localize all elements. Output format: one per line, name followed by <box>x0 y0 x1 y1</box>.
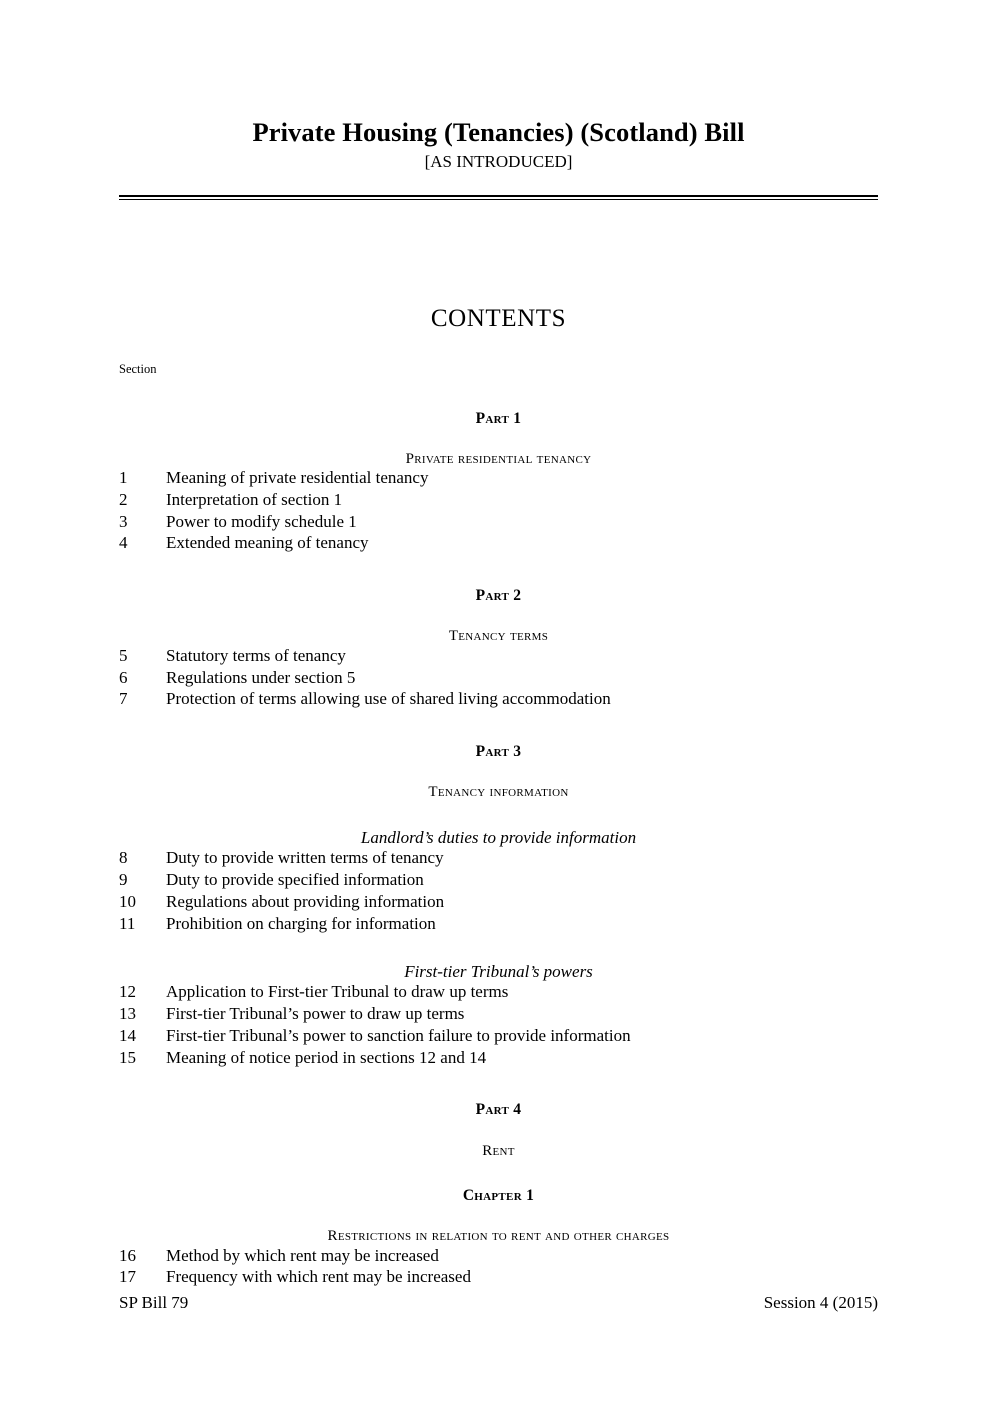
section-title: Prohibition on charging for information <box>166 913 436 933</box>
section-title: Duty to provide written terms of tenancy <box>166 848 444 868</box>
contents-area <box>119 305 878 1288</box>
section-list-landlord-duties <box>119 847 878 934</box>
chapter-heading-1: Chapter 1 <box>462 1187 535 1205</box>
part-subtitle-4: Rent <box>482 1142 515 1159</box>
section-number: 7 <box>119 689 128 709</box>
part-subtitle-3: Tenancy information <box>428 784 569 801</box>
list-item[interactable] <box>119 847 878 869</box>
section-number: 9 <box>119 870 128 890</box>
section-number: 3 <box>119 511 128 531</box>
section-column-label: Section <box>119 361 157 376</box>
part-block-2 <box>119 587 878 710</box>
part-subtitle-1: Private residential tenancy <box>405 450 592 467</box>
list-item[interactable] <box>119 645 878 667</box>
footer-session: Session 4 (2015) <box>763 1293 878 1312</box>
section-title: Frequency with which rent may be increased <box>166 1267 471 1287</box>
part-block-3 <box>119 743 878 1068</box>
section-list-part-2 <box>119 645 878 710</box>
section-title: Statutory terms of tenancy <box>166 645 346 665</box>
part-heading-3: Part 3 <box>475 743 522 761</box>
list-item[interactable] <box>119 511 878 533</box>
part-block-4 <box>119 1101 878 1288</box>
contents-heading: CONTENTS <box>430 305 567 332</box>
list-item[interactable] <box>119 981 878 1003</box>
list-item[interactable] <box>119 1266 878 1288</box>
section-list-tribunal-powers <box>119 981 878 1068</box>
list-item[interactable] <box>119 913 878 935</box>
part-heading-1: Part 1 <box>475 409 522 427</box>
section-number: 10 <box>119 892 136 911</box>
part-heading-4: Part 4 <box>475 1101 522 1119</box>
footer-bill-number: SP Bill 79 <box>119 1293 189 1312</box>
section-number: 11 <box>119 913 136 933</box>
list-item[interactable] <box>119 1047 878 1069</box>
section-title: First-tier Tribunal’s power to draw up terms <box>166 1004 465 1024</box>
section-number: 8 <box>119 848 128 868</box>
list-item[interactable] <box>119 1025 878 1047</box>
list-item[interactable] <box>119 667 878 689</box>
section-number: 4 <box>119 533 128 553</box>
list-item[interactable] <box>119 869 878 891</box>
section-list-part-4 <box>119 1245 878 1289</box>
section-title: First-tier Tribunal’s power to sanction failure to provide information <box>166 1025 631 1045</box>
section-number: 13 <box>119 1004 136 1024</box>
part-subtitle-2: Tenancy terms <box>448 628 549 645</box>
list-item[interactable] <box>119 1003 878 1025</box>
section-title: Power to modify schedule 1 <box>166 511 357 531</box>
section-number: 1 <box>119 468 128 488</box>
section-title: Method by which rent may be increased <box>166 1245 439 1265</box>
section-title: Extended meaning of tenancy <box>166 533 369 553</box>
section-title: Regulations about providing information <box>166 892 445 911</box>
section-number: 2 <box>119 489 128 509</box>
document-masthead <box>119 118 878 200</box>
list-item[interactable] <box>119 489 878 511</box>
section-number: 14 <box>119 1025 136 1045</box>
chapter-subtitle-1: Restrictions in relation to rent and other charges <box>327 1228 670 1245</box>
section-title: Interpretation of section 1 <box>166 489 343 509</box>
header-divider <box>119 195 878 200</box>
section-title: Meaning of private residential tenancy <box>166 468 429 488</box>
part-block-1 <box>119 410 878 555</box>
section-title: Protection of terms allowing use of shared living accommodation <box>166 689 611 709</box>
section-number: 16 <box>119 1245 136 1265</box>
list-item[interactable] <box>119 532 878 554</box>
list-item[interactable] <box>119 688 878 710</box>
section-number: 15 <box>119 1047 136 1067</box>
section-list-part-1 <box>119 467 878 554</box>
list-item[interactable] <box>119 467 878 489</box>
section-number: 12 <box>119 982 136 1002</box>
section-title: Duty to provide specified information <box>166 870 424 890</box>
section-number: 5 <box>119 645 128 665</box>
page-footer <box>119 1294 878 1313</box>
page-title: Private Housing (Tenancies) (Scotland) Bill <box>252 117 745 147</box>
section-number: 17 <box>119 1267 136 1287</box>
section-title: Meaning of notice period in sections 12 and 14 <box>166 1047 487 1067</box>
group-heading-tribunal-powers: First-tier Tribunal’s powers <box>404 961 593 981</box>
section-title: Regulations under section 5 <box>166 667 356 687</box>
list-item[interactable] <box>119 1245 878 1267</box>
section-number: 6 <box>119 667 128 687</box>
divider-line-thin <box>119 199 878 200</box>
part-heading-2: Part 2 <box>475 587 522 605</box>
group-heading-landlord-duties: Landlord’s duties to provide information <box>360 827 637 847</box>
section-title: Application to First-tier Tribunal to draw up terms <box>166 982 509 1002</box>
document-subtitle: [AS INTRODUCED] <box>424 151 573 171</box>
list-item[interactable] <box>119 891 878 913</box>
